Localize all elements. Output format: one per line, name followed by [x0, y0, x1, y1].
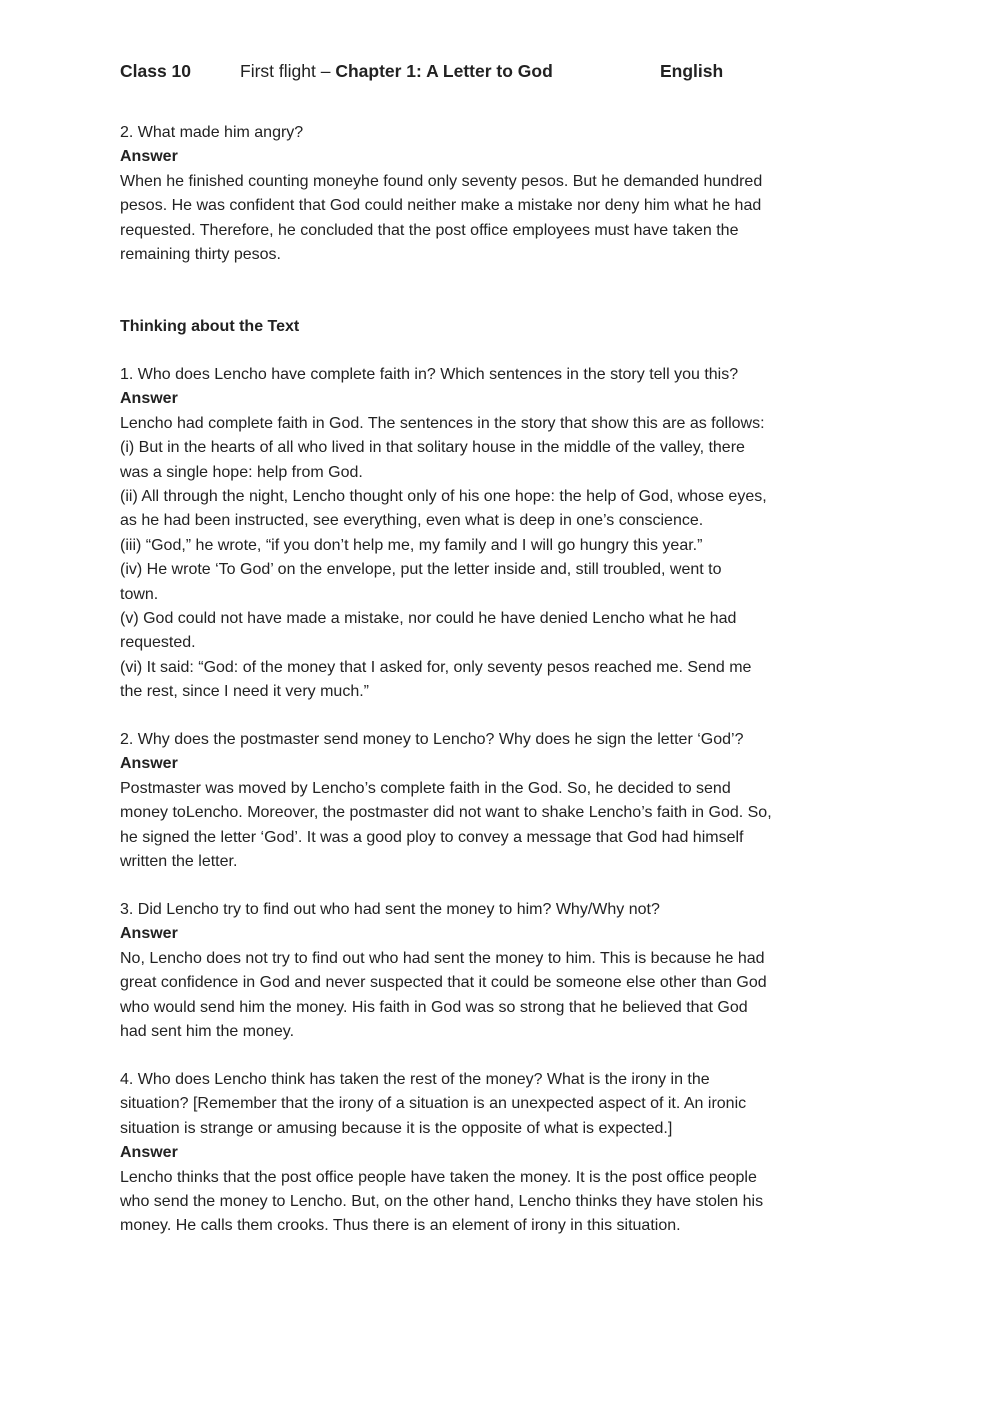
- text-line: had sent him the money.: [120, 1022, 295, 1040]
- text-line: (vi) It said: “God: of the money that I asked for, only seventy pesos reached me. Send me: [120, 658, 752, 676]
- text-line: pesos. He was confident that God could neither make a mistake nor deny him what he had: [120, 197, 762, 215]
- block-5: [120, 1068, 763, 1239]
- text-line: (ii) All through the night, Lencho thought only of his one hope: the help of God, whose eyes,: [120, 487, 767, 505]
- text-line: 2. What made him angry?: [120, 124, 304, 141]
- text-line: he signed the letter ‘God’. It was a good ploy to convey a message that God had himself: [120, 828, 744, 846]
- text-line: 1. Who does Lencho have complete faith in? Which sentences in the story tell you this?: [120, 366, 739, 383]
- text-line: Lencho had complete faith in God. The sentences in the story that show this are as follows:: [120, 414, 765, 432]
- text-line: who send the money to Lencho. But, on the other hand, Lencho thinks they have stolen his: [120, 1192, 764, 1210]
- text-line: Lencho thinks that the post office people have taken the money. It is the post office people: [120, 1168, 757, 1186]
- text-line: as he had been instructed, see everything, even what is deep in one’s conscience.: [120, 512, 704, 530]
- text-line: the rest, since I need it very much.”: [120, 683, 369, 701]
- text-line: who would send him the money. His faith in God was so strong that he believed that God: [120, 998, 748, 1016]
- text-line: (i) But in the hearts of all who lived in that solitary house in the middle of the valley, there: [120, 439, 745, 457]
- text-line: requested.: [120, 634, 196, 652]
- text-line: When he finished counting moneyhe found only seventy pesos. But he demanded hundred: [120, 172, 763, 190]
- subject-label: English: [660, 61, 724, 81]
- text-line: No, Lencho does not try to find out who had sent the money to him. This is because he had: [120, 949, 765, 967]
- block-0: [120, 121, 762, 267]
- section-heading: Answer: [120, 925, 178, 943]
- text-line: 4. Who does Lencho think has taken the rest of the money? What is the irony in the: [120, 1071, 710, 1088]
- text-line: money. He calls them crooks. Thus there is an element of irony in this situation.: [120, 1217, 681, 1235]
- book-title: First flight –: [240, 61, 336, 81]
- section-heading: Thinking about the Text: [120, 318, 300, 335]
- section-heading: Answer: [120, 390, 178, 408]
- section-heading: Answer: [120, 148, 178, 166]
- block-3: [120, 728, 772, 874]
- text-line: requested. Therefore, he concluded that the post office employees must have taken the: [120, 221, 739, 239]
- section-heading: Answer: [120, 755, 178, 773]
- text-line: great confidence in God and never suspected that it could be someone else other than God: [120, 974, 767, 992]
- text-line: written the letter.: [120, 852, 238, 870]
- text-line: remaining thirty pesos.: [120, 245, 281, 263]
- text-line: was a single hope: help from God.: [120, 463, 363, 481]
- text-line: town.: [120, 585, 159, 603]
- text-line: (v) God could not have made a mistake, nor could he have denied Lencho what he had: [120, 609, 737, 627]
- block-2: [120, 363, 767, 704]
- block-1: [120, 315, 299, 339]
- chapter-name: Chapter 1: A Letter to God: [335, 61, 553, 81]
- section-heading: Answer: [120, 1144, 178, 1162]
- text-line: 2. Why does the postmaster send money to Lencho? Why does he sign the letter ‘God’?: [120, 731, 744, 748]
- text-line: situation is strange or amusing because it is the opposite of what is expected.]: [120, 1119, 673, 1137]
- block-4: [120, 898, 767, 1044]
- chapter-title: [240, 61, 553, 82]
- text-line: (iv) He wrote ‘To God’ on the envelope, put the letter inside and, still troubled, went to: [120, 561, 722, 579]
- text-line: money toLencho. Moreover, the postmaster did not want to shake Lencho’s faith in God. So,: [120, 804, 772, 822]
- class-label: Class 10: [120, 61, 192, 81]
- text-line: (iii) “God,” he wrote, “if you don’t help me, my family and I will go hungry this year.”: [120, 536, 703, 554]
- text-line: situation? [Remember that the irony of a situation is an unexpected aspect of it. An ironic: [120, 1095, 747, 1113]
- text-line: Postmaster was moved by Lencho’s complete faith in the God. So, he decided to send: [120, 779, 731, 797]
- text-line: 3. Did Lencho try to find out who had sent the money to him? Why/Why not?: [120, 901, 660, 918]
